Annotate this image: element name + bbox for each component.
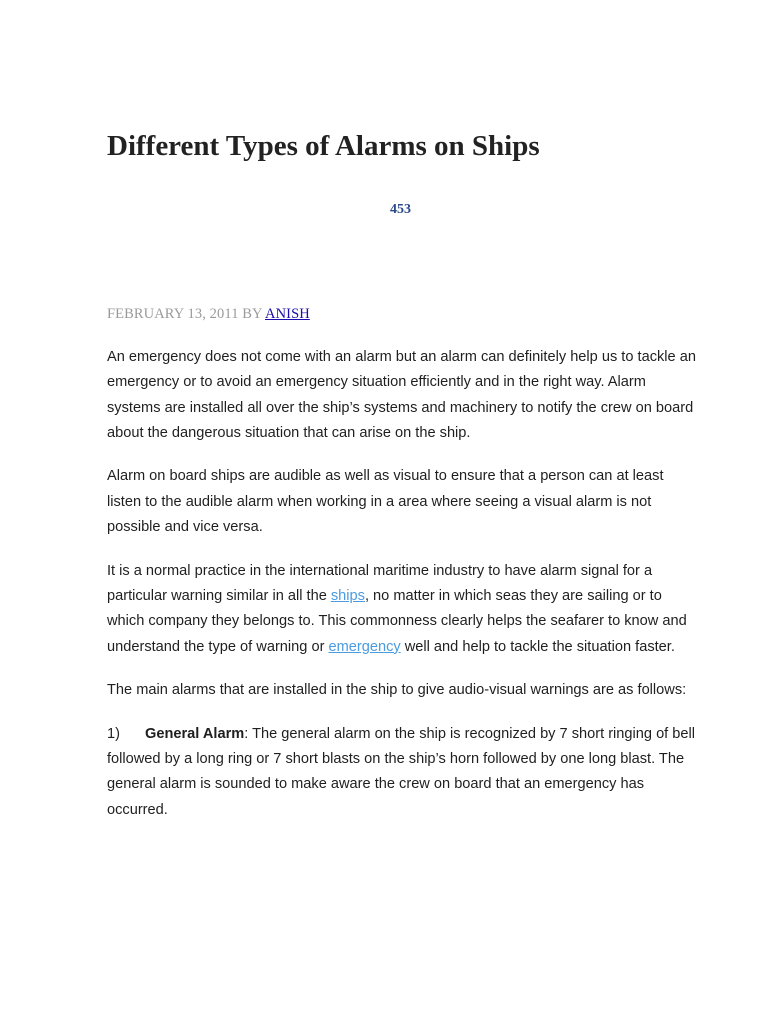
- list-item-general-alarm: [107, 722, 699, 823]
- article-title: Different Types of Alarms on Ships: [107, 130, 540, 162]
- article-meta: [107, 305, 310, 323]
- list-item-text: : The general alarm on the ship is recognized by 7 short ringing of bell followed by a long ring or 7 short blasts on the ship’s horn followed by one long blast. The general alarm is sounded to make aware the crew on board that an emergency has occurred.: [107, 725, 696, 818]
- article-body: [107, 345, 699, 841]
- paragraph-main-alarms: The main alarms that are installed in the ship to give audio-visual warnings are as follows:: [107, 682, 687, 699]
- share-count: 453: [390, 202, 411, 217]
- ships-link[interactable]: ships: [330, 587, 365, 604]
- paragraph-intro: An emergency does not come with an alarm but an alarm can definitely help us to tackle an emergency or to avoid an emergency situation efficiently and in the right way. Alarm systems are installed all over the ship’s systems and machinery to notify the crew on board about the dangerous situation that can arise on the ship.: [107, 349, 696, 441]
- list-item-number: 1): [107, 725, 120, 742]
- list-item-title: General Alarm: [145, 725, 245, 742]
- emergency-link[interactable]: emergency: [328, 638, 401, 655]
- paragraph-text: It is a normal practice in the international maritime industry to have alarm signal for a particular warning similar in all the: [107, 562, 653, 604]
- paragraph-text: , no matter in which seas they are sailing or to which company they belongs to. This commonness clearly helps the seafarer to know and understand the type of warning or: [107, 587, 687, 655]
- paragraph-international-practice: [107, 559, 699, 660]
- article-date: FEBRUARY 13, 2011 BY: [107, 306, 266, 322]
- paragraph-text: well and help to tackle the situation faster.: [400, 638, 675, 655]
- author-link[interactable]: ANISH: [265, 306, 310, 322]
- paragraph-audible-visual: Alarm on board ships are audible as well as visual to ensure that a person can at least listen to the audible alarm when working in a area where seeing a visual alarm is not possible and vice versa.: [107, 468, 664, 536]
